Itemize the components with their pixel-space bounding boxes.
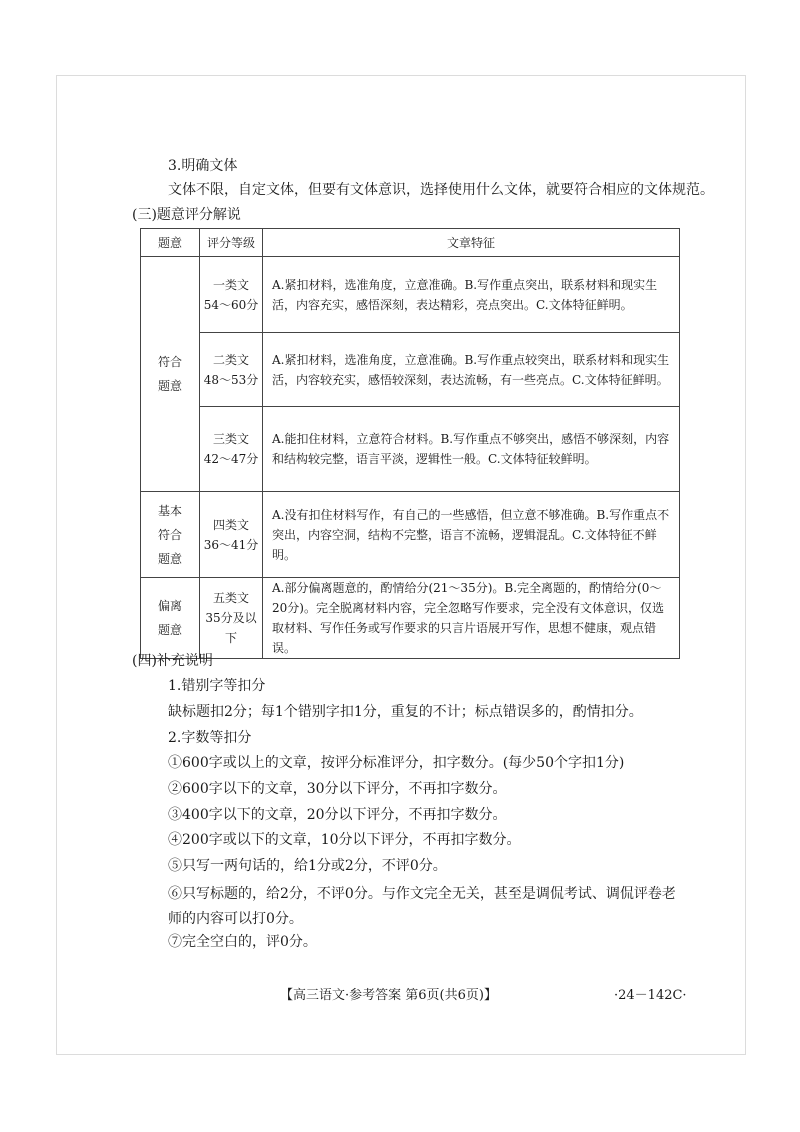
table-row (141, 333, 680, 407)
table-row (141, 492, 680, 578)
table-row (141, 578, 680, 659)
level-name: 一类文 (212, 277, 249, 292)
level-range: 35分及以下 (205, 611, 257, 645)
topic-label: 偏离题意 (157, 599, 182, 637)
section-heading-scoring: (三)题意评分解说 (132, 207, 241, 223)
level-range: 42～47分 (203, 452, 259, 466)
genre-paragraph: 文体不限，自定文体，但要有文体意识，选择使用什么文体，就要符合相应的文体规范。 (168, 182, 714, 198)
topic-cell (141, 257, 200, 492)
list-item: ②600字以下的文章，30分以下评分，不再扣字数分。 (168, 781, 507, 797)
list-item: ③400字以下的文章，20分以下评分，不再扣字数分。 (168, 807, 507, 823)
level-name: 四类文 (212, 517, 249, 532)
level-cell (200, 333, 263, 407)
features-cell: A.紧扣材料，选准角度，立意准确。B.写作重点突出，联系材料和现实生活，内容充实，感悟深刻，表达精彩，亮点突出。C.文体特征鲜明。 (263, 257, 680, 333)
list-item: ⑦完全空白的，评0分。 (168, 934, 317, 950)
table-header-row (141, 229, 680, 257)
list-item: ⑥只写标题的，给2分，不评0分。与作文完全无关，甚至是调侃考试、调侃评卷老师的内容可以打0分。 (168, 886, 676, 927)
document-code: ·24－142C· (614, 988, 687, 1003)
table-row (141, 407, 680, 492)
features-cell: A.紧扣材料，选准角度，立意准确。B.写作重点较突出，联系材料和现实生活，内容较充实，感悟较深刻，表达流畅，有一些亮点。C.文体特征鲜明。 (263, 333, 680, 407)
topic-cell (141, 492, 200, 578)
section-heading-genre: 3.明确文体 (168, 158, 238, 174)
scoring-table (140, 228, 680, 659)
level-cell (200, 578, 263, 659)
level-cell (200, 492, 263, 578)
level-name: 三类文 (212, 432, 249, 446)
level-range: 54～60分 (203, 297, 259, 312)
section-heading-supplement: (四)补充说明 (132, 653, 213, 669)
features-cell: A.部分偏离题意的，酌情给分(21～35分)。B.完全离题的，酌情给分(0～20分)。完全脱离材料内容，完全忽略写作要求，完全没有文体意识，仅选取材料、写作任务或写作要求的只言片语展开写作，思想不健康，观点错误。 (263, 578, 680, 659)
subheading-typo-deduction: 1.错别字等扣分 (168, 678, 266, 694)
level-cell (200, 407, 263, 492)
features-cell: A.能扣住材料，立意符合材料。B.写作重点不够突出，感悟不够深刻，内容和结构较完整，语言平淡，逻辑性一般。C.文体特征较鲜明。 (263, 407, 680, 492)
header-topic: 题意 (141, 229, 200, 257)
topic-label: 符合题意 (157, 355, 182, 393)
subheading-wordcount-deduction: 2.字数等扣分 (168, 730, 252, 746)
topic-cell (141, 578, 200, 659)
level-cell (200, 257, 263, 333)
header-features: 文章特征 (263, 229, 680, 257)
level-name: 二类文 (212, 352, 249, 367)
topic-label: 基本符合题意 (157, 503, 182, 566)
level-name: 五类文 (212, 591, 249, 605)
list-item: ④200字或以下的文章，10分以下评分，不再扣字数分。 (168, 832, 521, 848)
features-cell: A.没有扣住材料写作，有自己的一些感悟，但立意不够准确。B.写作重点不突出，内容空洞，结构不完整，语言不流畅，逻辑混乱。C.文体特征不鲜明。 (263, 492, 680, 578)
header-level: 评分等级 (200, 229, 263, 257)
level-range: 48～53分 (203, 372, 259, 387)
list-item: ①600字或以上的文章，按评分标准评分，扣字数分。(每少50个字扣1分) (168, 755, 625, 771)
typo-deduction-text: 缺标题扣2分；每1个错别字扣1分，重复的不计；标点错误多的，酌情扣分。 (168, 704, 643, 720)
level-range: 36～41分 (203, 537, 259, 552)
page-footer: 【高三语文·参考答案 第6页(共6页)】 (280, 988, 497, 1003)
table-row (141, 257, 680, 333)
list-item: ⑤只写一两句话的，给1分或2分，不评0分。 (168, 858, 447, 874)
